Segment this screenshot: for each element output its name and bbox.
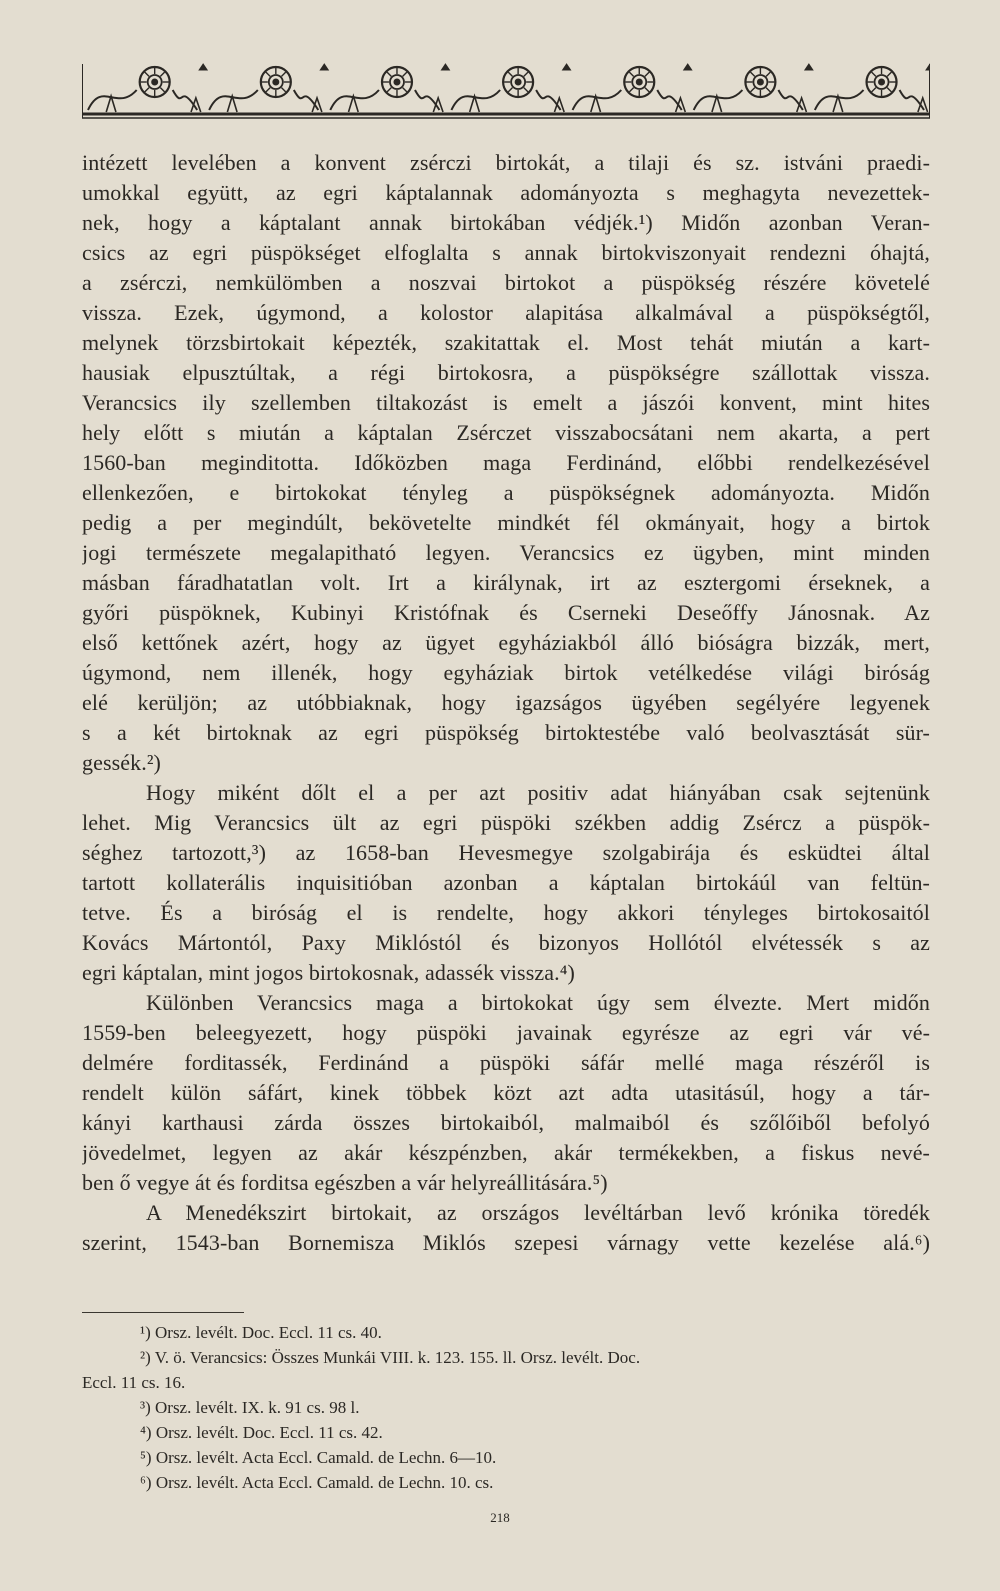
text-line: séghez tartozott,³) az 1658-ban Hevesmegye szolgabirája és esküdtei által xyxy=(82,840,930,865)
text-line: kányi karthausi zárda összes birtokaiból, malmaiból és szőlőiből befolyó xyxy=(82,1110,930,1135)
text-line: intézett levelében a konvent zsérczi birtokát, a tilaji és sz. istváni praedi- xyxy=(82,150,930,175)
text-line: hausiak elpusztúltak, a régi birtokosra, a püspökségre szállottak vissza. xyxy=(82,360,930,385)
footnote-line: ⁵) Orsz. levélt. Acta Eccl. Camald. de Lechn. 6—10. xyxy=(140,1448,497,1467)
text-line: lehet. Mig Verancsics ült az egri püspöki székben addig Zsércz a püspök- xyxy=(82,810,930,835)
text-line: A Menedékszirt birtokait, az országos levéltárban levő krónika töredék xyxy=(146,1200,930,1225)
text-line: s a két birtoknak az egri püspökség birtoktestébe való beolvasztását sür- xyxy=(82,720,930,745)
text-line: másban fáradhatatlan volt. Irt a királynak, irt az esztergomi érseknek, a xyxy=(82,570,930,595)
text-line: tartott kollaterális inquisitióban azonban a káptalan birtokáúl van feltün- xyxy=(82,870,930,895)
text-line: jogi természete megalapitható legyen. Verancsics ez ügyben, mint minden xyxy=(82,540,930,565)
text-line: 1560-ban meginditotta. Időközben maga Ferdinánd, előbbi rendelkezésével xyxy=(82,450,930,475)
footnote-line: ²) V. ö. Verancsics: Összes Munkái VIII. k. 123. 155. ll. Orsz. levélt. Doc. xyxy=(140,1348,641,1367)
text-line: a zsérczi, nemkülömben a noszvai birtokot a püspökség részére követelé xyxy=(82,270,930,295)
text-line: ben ő vegye át és forditsa egészben a vár helyreállitására.⁵) xyxy=(82,1170,608,1195)
text-line: elé kerüljön; az utóbbiaknak, hogy igazságos ügyében segélyére legyenek xyxy=(82,690,930,715)
text-line: győri püspöknek, Kubinyi Kristófnak és Cserneki Deseőffy Jánosnak. Az xyxy=(82,600,930,625)
footnote-line: ⁴) Orsz. levélt. Doc. Eccl. 11 cs. 42. xyxy=(140,1423,383,1442)
footnotes xyxy=(82,1320,930,1495)
text-line: umokkal együtt, az egri káptalannak adományozta s meghagyta nevezettek- xyxy=(82,180,930,205)
body-text xyxy=(82,148,930,1258)
footnote-line: ³) Orsz. levélt. IX. k. 91 cs. 98 l. xyxy=(140,1398,360,1417)
text-line: jövedelmet, legyen az akár készpénzben, akár termékekben, a fiskus nevé- xyxy=(82,1140,930,1165)
text-line: ellenkezően, e birtokokat tényleg a püspökségnek adományozta. Midőn xyxy=(82,480,930,505)
text-line: gessék.²) xyxy=(82,750,161,775)
text-line: Hogy miként dőlt el a per azt positiv adat hiányában csak sejtenünk xyxy=(146,780,930,805)
footnote-line: ¹) Orsz. levélt. Doc. Eccl. 11 cs. 40. xyxy=(140,1323,382,1342)
text-line: Kovács Mártontól, Paxy Miklóstól és bizonyos Hollótól elvétessék s az xyxy=(82,930,930,955)
text-line: egri káptalan, mint jogos birtokosnak, adassék vissza.⁴) xyxy=(82,960,575,985)
decorative-header-ornament xyxy=(82,60,930,120)
footnote-line: Eccl. 11 cs. 16. xyxy=(82,1373,186,1392)
text-line: hely előtt s miután a káptalan Zsérczet visszabocsátani nem akarta, a pert xyxy=(82,420,930,445)
text-line: csics az egri püspökséget elfoglalta s annak birtokviszonyait rendezni óhajtá, xyxy=(82,240,930,265)
text-line: vissza. Ezek, úgymond, a kolostor alapitása alkalmával a püspökségtől, xyxy=(82,300,930,325)
text-line: 1559-ben beleegyezett, hogy püspöki javainak egyrésze az egri vár vé- xyxy=(82,1020,930,1045)
text-line: delmére forditassék, Ferdinánd a püspöki sáfár mellé maga részéről is xyxy=(82,1050,930,1075)
text-line: rendelt külön sáfárt, kinek többek közt azt adta utasitásúl, hogy a tár- xyxy=(82,1080,930,1105)
text-line: Különben Verancsics maga a birtokokat úgy sem élvezte. Mert midőn xyxy=(146,990,930,1015)
text-line: nek, hogy a káptalant annak birtokában védjék.¹) Midőn azonban Veran- xyxy=(82,210,930,235)
text-line: tetve. És a biróság el is rendelte, hogy akkori tényleges birtokosaitól xyxy=(82,900,930,925)
text-line: melynek törzsbirtokait képezték, szakitattak el. Most tehát miután a kart- xyxy=(82,330,930,355)
footnote-divider xyxy=(82,1312,244,1313)
text-line: úgymond, nem illenék, hogy egyháziak birtok vetélkedése világi biróság xyxy=(82,660,930,685)
page-number: 218 xyxy=(490,1510,510,1525)
text-line: pedig a per megindúlt, bekövetelte mindkét fél okmányait, hogy a birtok xyxy=(82,510,930,535)
text-line: Verancsics ily szellemben tiltakozást is emelt a jászói konvent, mint hites xyxy=(82,390,930,415)
text-line: első kettőnek azért, hogy az ügyet egyháziakból álló bióságra bizzák, mert, xyxy=(82,630,930,655)
footnote-line: ⁶) Orsz. levélt. Acta Eccl. Camald. de Lechn. 10. cs. xyxy=(140,1473,494,1492)
text-line: szerint, 1543-ban Bornemisza Miklós szepesi várnagy vette kezelése alá.⁶) xyxy=(82,1230,930,1255)
